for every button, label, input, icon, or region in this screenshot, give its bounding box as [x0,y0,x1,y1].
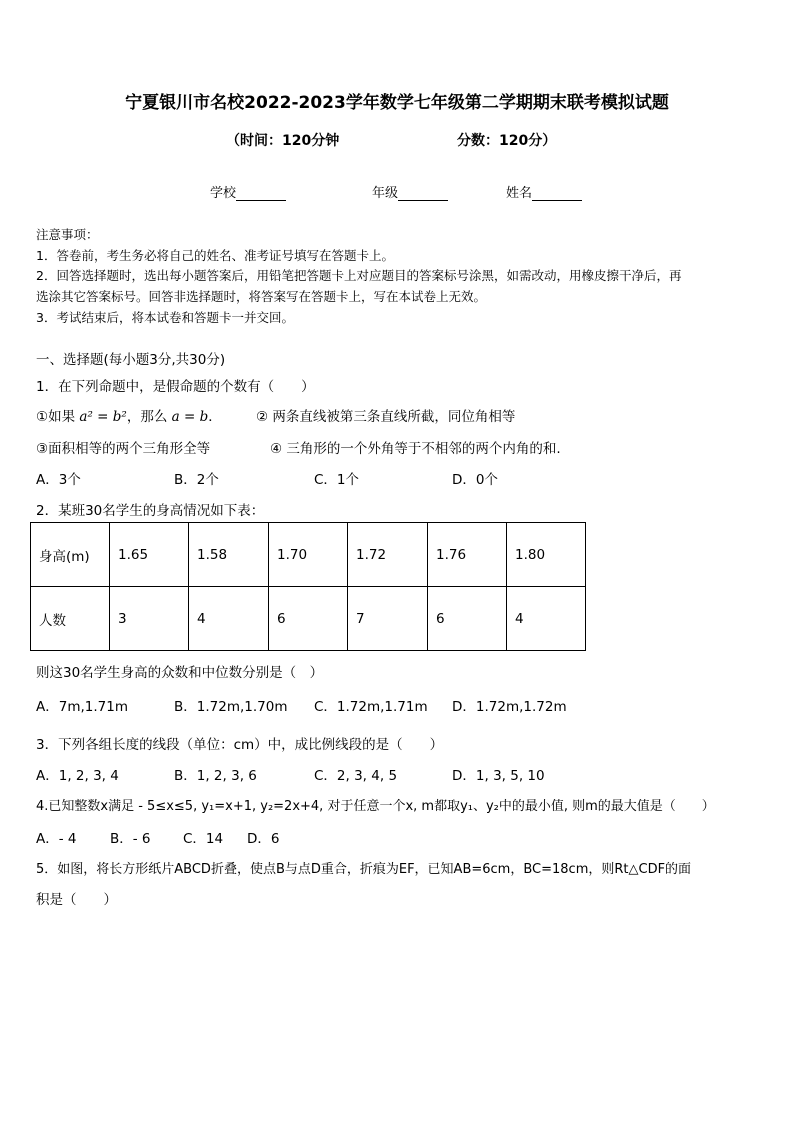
school-field [210,182,286,201]
q3-option-c[interactable]: C．2, 3, 4, 5 [314,768,398,784]
table-cell: 1.76 [428,523,507,587]
section-heading: 一、选择题(每小题3分,共30分) [36,352,226,368]
q3-option-b[interactable]: B．1, 2, 3, 6 [174,768,257,784]
table-cell: 4 [189,587,269,651]
q1-proposition-3: ③面积相等的两个三角形全等 [36,441,211,457]
grade-label: 年级 [372,186,399,201]
school-label: 学校 [210,186,237,201]
table-cell: 1.58 [189,523,269,587]
q1-proposition-2: ② 两条直线被第三条直线所截，同位角相等 [256,409,516,425]
q1-option-d[interactable]: D．0个 [452,472,498,488]
table-cell: 1.65 [110,523,189,587]
q2-option-d[interactable]: D．1.72m,1.72m [452,699,567,715]
q2-option-b[interactable]: B．1.72m,1.70m [174,699,288,715]
q4-option-d[interactable]: D．6 [247,831,280,847]
q1-proposition-4: ④ 三角形的一个外角等于不相邻的两个内角的和. [270,441,561,457]
table-cell: 1.70 [269,523,348,587]
school-blank[interactable] [236,186,286,201]
table-cell: 6 [269,587,348,651]
height-table [30,522,586,651]
table-header-cell: 人数 [31,587,110,651]
table-cell: 7 [348,587,428,651]
notice-item: 3．考试结束后，将本试卷和答题卡一并交回。 [36,310,294,325]
q4-stem: 4.已知整数x满足 - 5≤x≤5, y₁=x+1, y₂=2x+4, 对于任意一个x, m都取y₁、y₂中的最小值, 则m的最大值是（ ） [36,799,715,814]
notice-item: 1．答卷前，考生务必将自己的姓名、准考证号填写在答题卡上。 [36,248,394,263]
table-cell: 1.72 [348,523,428,587]
q1-option-a[interactable]: A．3个 [36,472,81,488]
exam-time: （时间：120分钟 [226,133,340,149]
table-cell: 6 [428,587,507,651]
q3-option-d[interactable]: D．1, 3, 5, 10 [452,768,545,784]
notice-heading: 注意事项： [36,227,99,242]
q4-option-b[interactable]: B．- 6 [110,831,151,847]
q3-option-a[interactable]: A．1, 2, 3, 4 [36,768,119,784]
q4-option-c[interactable]: C．14 [183,831,224,847]
q1-math-2: a = b [171,409,209,425]
notice-item: 2．回答选择题时，选出每小题答案后，用铅笔把答题卡上对应题目的答案标号涂黑，如需改动，用橡皮擦干净后，再 [36,268,682,283]
table-row [31,523,586,587]
q1-option-c[interactable]: C．1个 [314,472,360,488]
table-cell: 3 [110,587,189,651]
notice-item: 选涂其它答案标号。回答非选择题时，将答案写在答题卡上，写在本试卷上无效。 [36,289,487,304]
q4-option-a[interactable]: A．- 4 [36,831,77,847]
grade-field [372,182,448,201]
q1-math-1: a² = b² [79,409,127,425]
table-cell: 4 [507,587,586,651]
q2-option-c[interactable]: C．1.72m,1.71m [314,699,428,715]
name-blank[interactable] [532,186,582,201]
grade-blank[interactable] [398,186,448,201]
q1-option-b[interactable]: B．2个 [174,472,219,488]
table-header-cell: 身高(m) [31,523,110,587]
name-label: 姓名 [506,186,533,201]
q1-stem: 1．在下列命题中，是假命题的个数有（ ） [36,379,315,395]
q5-stem-line2: 积是（ ） [36,892,117,908]
q2-question: 则这30名学生身高的众数和中位数分别是（ ） [36,665,324,681]
table-cell: 1.80 [507,523,586,587]
name-field [506,182,582,201]
q1-proposition-1: ①如果 a² = b²，那么 a = b． [36,409,222,425]
q3-stem: 3．下列各组长度的线段（单位：cm）中，成比例线段的是（ ） [36,737,444,753]
q5-stem-line1: 5．如图，将长方形纸片ABCD折叠，使点B与点D重合，折痕为EF，已知AB=6cm，BC=18cm，则Rt△CDF的面 [36,862,692,877]
page-title: 宁夏银川市名校2022-2023学年数学七年级第二学期期末联考模拟试题 [125,93,669,113]
q2-stem: 2．某班30名学生的身高情况如下表： [36,503,265,519]
table-row [31,587,586,651]
exam-score: 分数：120分） [457,133,557,149]
q2-option-a[interactable]: A．7m,1.71m [36,699,128,715]
